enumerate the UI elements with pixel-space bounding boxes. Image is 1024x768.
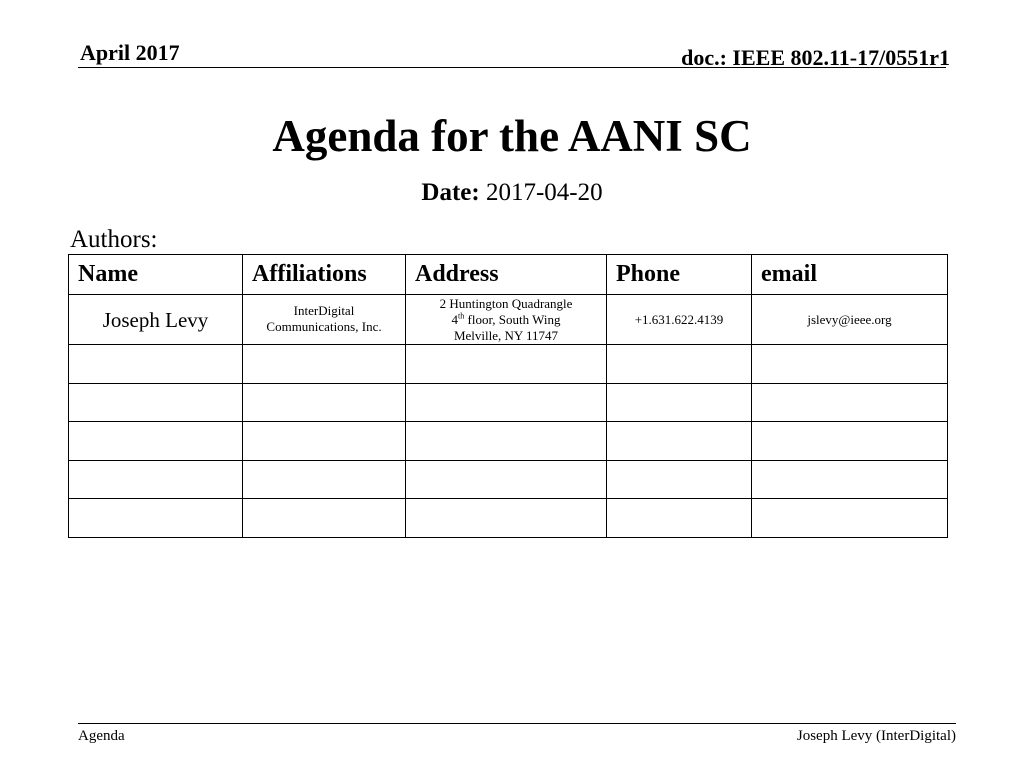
table-cell — [607, 499, 752, 538]
table-cell — [69, 345, 243, 384]
affiliation-line: InterDigital — [293, 303, 355, 318]
footer-section-label: Agenda — [78, 728, 125, 744]
table-cell — [752, 345, 948, 384]
table-row — [69, 295, 948, 345]
table-cell — [243, 460, 406, 499]
table-row — [69, 383, 948, 422]
table-cell — [607, 383, 752, 422]
slide-title: Agenda for the AANI SC — [272, 111, 752, 161]
table-cell — [406, 460, 607, 499]
address-floor-number: 4 — [451, 312, 459, 327]
table-cell — [607, 422, 752, 461]
table-cell — [406, 499, 607, 538]
date-line — [0, 179, 1024, 207]
table-cell — [69, 499, 243, 538]
table-cell — [69, 383, 243, 422]
table-row — [69, 460, 948, 499]
column-header-phone: Phone — [607, 255, 752, 295]
table-cell — [69, 422, 243, 461]
date-label: Date: — [421, 179, 480, 206]
column-header-email: email — [752, 255, 948, 295]
table-cell — [406, 345, 607, 384]
affiliation-line: Communications, Inc. — [266, 319, 382, 334]
table-cell — [243, 499, 406, 538]
table-cell — [607, 460, 752, 499]
address-line: 2 Huntington Quadrangle — [439, 296, 573, 311]
column-header-name: Name — [69, 255, 243, 295]
authors-label: Authors: — [70, 226, 158, 253]
address-line — [406, 312, 606, 328]
table-cell — [406, 383, 607, 422]
table-cell — [406, 422, 607, 461]
table-cell — [752, 460, 948, 499]
author-email: jslevy@ieee.org — [752, 295, 948, 345]
author-affiliation — [243, 295, 406, 345]
table-header-row — [69, 255, 948, 295]
footer-divider — [78, 723, 956, 724]
table-row — [69, 345, 948, 384]
author-address — [406, 295, 607, 345]
table-cell — [752, 383, 948, 422]
table-cell — [607, 345, 752, 384]
table-cell — [752, 422, 948, 461]
table-cell — [752, 499, 948, 538]
table-cell — [243, 345, 406, 384]
column-header-affiliations: Affiliations — [243, 255, 406, 295]
table-cell — [243, 383, 406, 422]
address-floor-text: floor, South Wing — [464, 312, 561, 327]
footer-author: Joseph Levy (InterDigital) — [796, 728, 956, 744]
header-date: April 2017 — [80, 40, 180, 65]
header-doc-id: doc.: IEEE 802.11-17/0551r1 — [681, 45, 950, 70]
date-value: 2017-04-20 — [485, 179, 603, 206]
table-cell — [243, 422, 406, 461]
address-floor-suffix: th — [458, 311, 465, 321]
authors-table — [68, 254, 948, 538]
header-divider — [78, 67, 946, 68]
table-cell — [69, 460, 243, 499]
author-phone: +1.631.622.4139 — [607, 295, 752, 345]
table-row — [69, 422, 948, 461]
author-name: Joseph Levy — [69, 295, 243, 345]
column-header-address: Address — [406, 255, 607, 295]
address-line: Melville, NY 11747 — [453, 328, 559, 343]
table-row — [69, 499, 948, 538]
